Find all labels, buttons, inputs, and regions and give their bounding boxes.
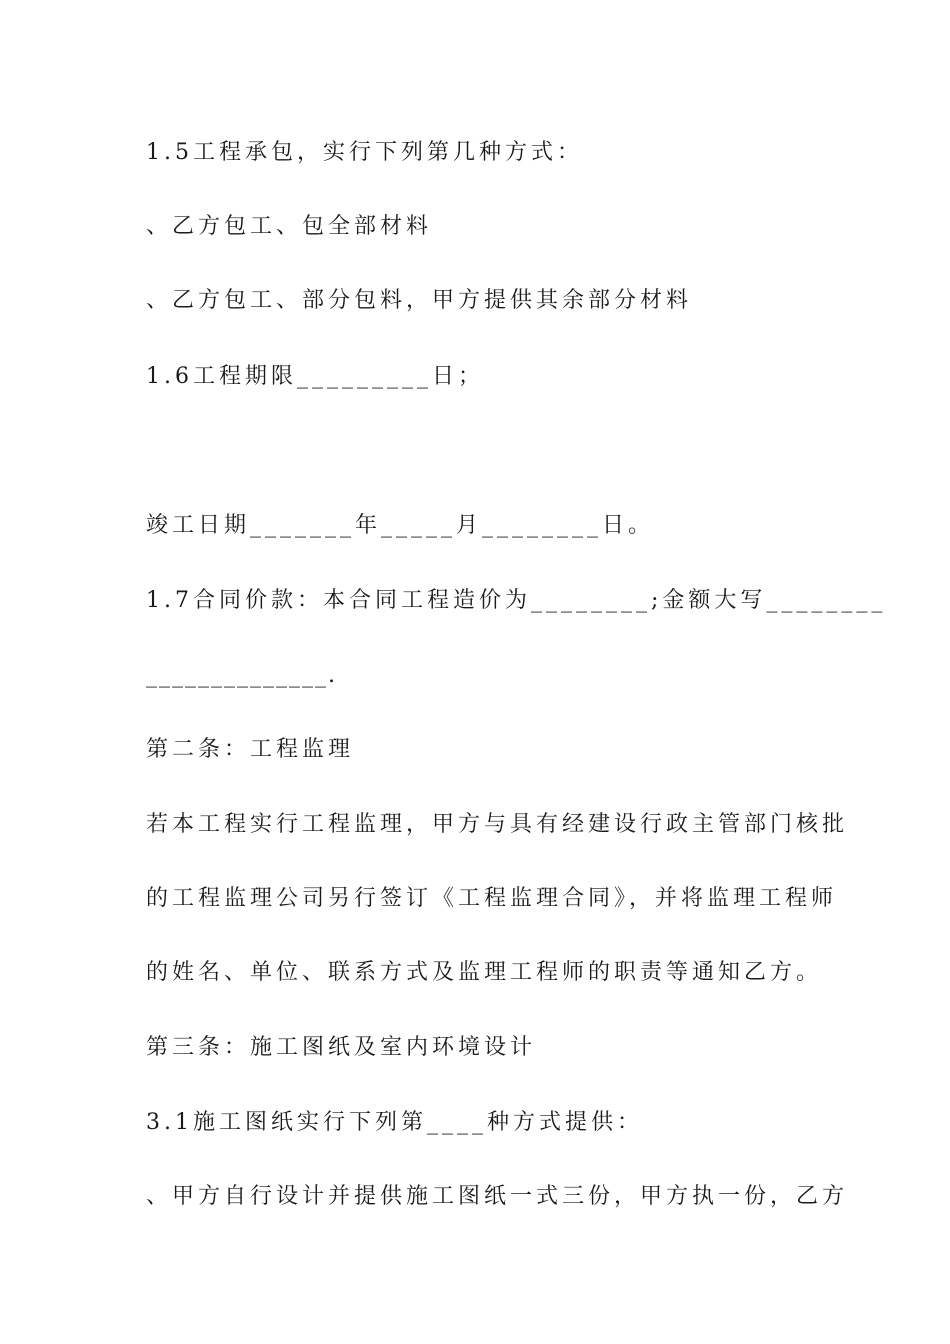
article-2-paragraph-line-3: 的姓名、单位、联系方式及监理工程师的职责等通知乙方。 [146,960,823,985]
article-2-heading: 第二条：工程监理 [146,737,355,762]
article-3-heading: 第三条：施工图纸及室内环境设计 [146,1035,537,1060]
contract-price-continuation: ______________. [146,663,337,688]
option-partial-materials: 、乙方包工、部分包料，甲方提供其余部分材料 [146,288,693,313]
option-full-materials: 、乙方包工、包全部材料 [146,214,433,239]
clause-1-5-contracting-method: 1.5工程承包，实行下列第几种方式： [146,140,583,165]
clause-3-1-drawings: 3.1施工图纸实行下列第____种方式提供： [146,1110,643,1135]
option-party-a-design: 、甲方自行设计并提供施工图纸一式三份，甲方执一份，乙方 [146,1184,849,1209]
clause-1-6-duration: 1.6工程期限_________日； [146,364,484,389]
completion-date: 竣工日期_______年_____月________日。 [146,513,655,538]
article-2-paragraph-line-1: 若本工程实行工程监理，甲方与具有经建设行政主管部门核批 [146,812,849,837]
clause-1-7-contract-price: 1.7合同价款：本合同工程造价为________;金额大写________ [146,588,887,613]
article-2-paragraph-line-2: 的工程监理公司另行签订《工程监理合同》，并将监理工程师 [146,886,838,911]
